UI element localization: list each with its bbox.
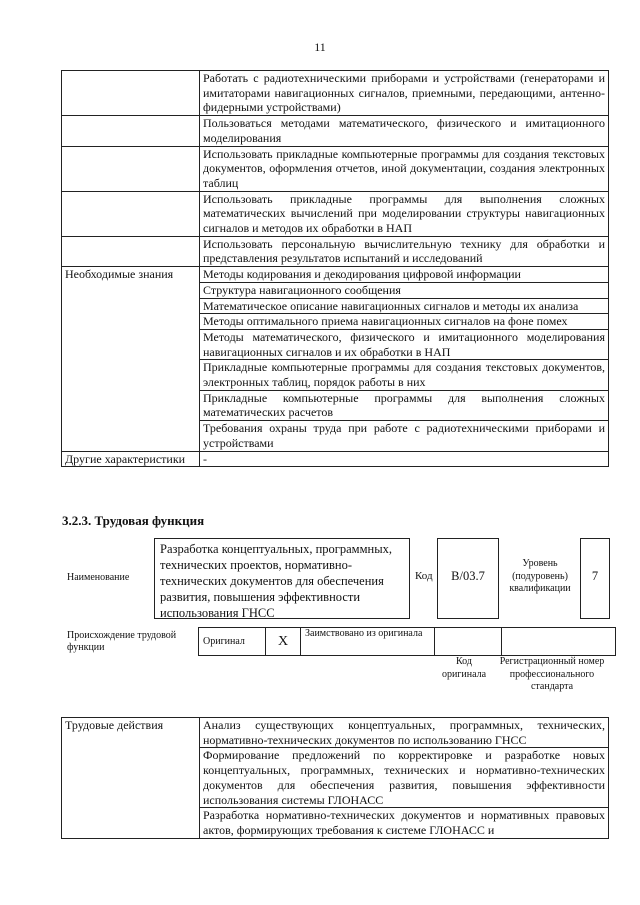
other-label: Другие характеристики [62,451,200,467]
knowledge-cell: Структура навигационного сообщения [200,282,609,298]
code-value-box: B/03.7 [437,538,499,619]
table-row [62,451,609,467]
knowledge-cell: Требования охраны труда при работе с радиотехническими приборами и устройствами [200,421,609,451]
origin-table [198,627,616,656]
skill-cell: Использовать прикладные программы для выполнения сложных математических вычислений при моделировании структуры навигационных сигналов и методов их обработки в НАП [200,191,609,236]
knowledge-label: Необходимые знания [62,267,200,451]
table-row [62,146,609,191]
empty-label-cell [62,146,200,191]
action-cell: Формирование предложений по корректировке и разработке новых концептуальных, программных, технических и нормативно-технических документов для обеспечения развития, повышения эффективности использования системы ГЛОНАСС [200,748,609,808]
empty-label-cell [62,116,200,146]
actions-table [61,717,609,839]
page-number: 11 [314,40,326,54]
level-value-box: 7 [580,538,610,619]
section-title: 3.2.3. Трудовая функция [62,513,205,528]
knowledge-cell: Прикладные компьютерные программы для выполнения сложных математических расчетов [200,390,609,420]
knowledge-cell: Прикладные компьютерные программы для создания текстовых документов, электронных таблиц, порядок работы в них [200,360,609,390]
knowledge-cell: Методы кодирования и декодирования цифровой информации [200,267,609,283]
table-row [62,191,609,236]
registration-number-caption: Регистрационный номер профессионального стандарта [499,656,605,692]
table-row [62,718,609,748]
code-label: Код [415,570,433,582]
empty-label-cell [62,191,200,236]
skill-cell: Пользоваться методами математического, физического и имитационного моделирования [200,116,609,146]
action-cell: Анализ существующих концептуальных, программных, технических, нормативно-технических документов по использованию ГНСС [200,718,609,748]
level-label: Уровень (подуровень) квалификации [509,558,571,594]
table-row [62,116,609,146]
original-code-cell [435,628,502,656]
empty-label-cell [62,71,200,116]
borrowed-cell: Заимствовано из оригинала [301,628,435,656]
original-mark: X [266,628,301,656]
table-row [62,236,609,266]
table-row [62,267,609,283]
skill-cell: Использовать персональную вычислительную технику для обработки и представления результатов испытаний и исследований [200,236,609,266]
skills-knowledge-table [61,70,609,467]
table-row [199,628,616,656]
knowledge-cell: Методы математического, физического и имитационного моделирования навигационных сигналов и их обработки в НАП [200,329,609,359]
empty-label-cell [62,236,200,266]
table-row [62,71,609,116]
skill-cell: Работать с радиотехническими приборами и устройствами (генераторами и имитаторами навигационных сигналов, приемными, передающими, антенно-фидерными устройствами) [200,71,609,116]
other-value: - [200,451,609,467]
function-name-box: Разработка концептуальных, программных, технических проектов, нормативно-технических документов для обеспечения развития, повышения эффективности использования ГНСС [154,538,410,619]
actions-label: Трудовые действия [62,718,200,839]
skill-cell: Использовать прикладные компьютерные программы для создания текстовых документов, оформления отчетов, иной документации, создания электронных таблиц [200,146,609,191]
name-label: Наименование [67,572,130,583]
original-code-caption: Код оригинала [441,656,487,680]
knowledge-cell: Математическое описание навигационных сигналов и методы их анализа [200,298,609,314]
action-cell: Разработка нормативно-технических документов и нормативных правовых актов, формирующих требования к системе ГЛОНАСС и [200,808,609,838]
original-cell: Оригинал [199,628,266,656]
registration-number-cell [502,628,616,656]
origin-label: Происхождение трудовой функции [67,630,177,653]
knowledge-cell: Методы оптимального приема навигационных сигналов на фоне помех [200,314,609,330]
